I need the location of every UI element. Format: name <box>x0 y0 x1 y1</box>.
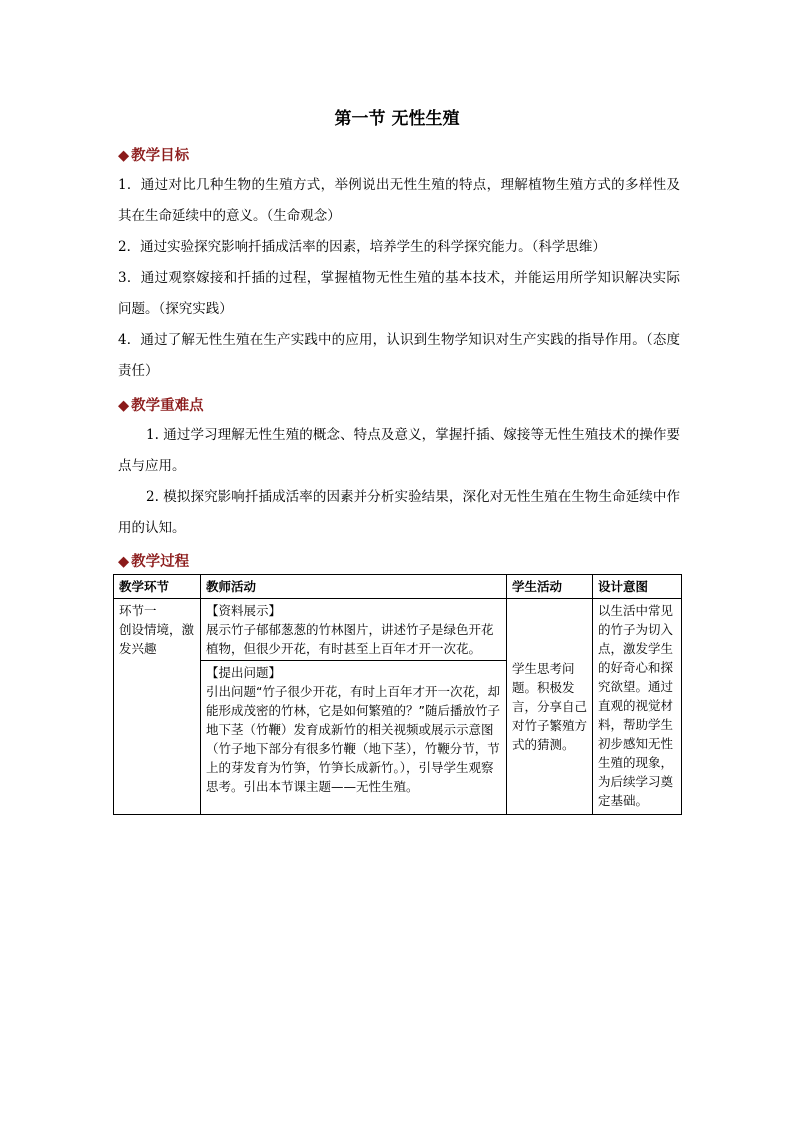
goal-item: 4．通过了解无性生殖在生产实践中的应用，认识到生物学知识对生产实践的指导作用。（态度责任） <box>118 332 680 379</box>
process-heading <box>118 550 189 571</box>
diamond-icon: ◆ <box>118 554 130 570</box>
teacher-block-title: 【提出问题】 <box>206 665 282 680</box>
teacher-block-text: 引出问题“竹子很少开花，有时上百年才开一次花，却能形成茂密的竹林，它是如何繁殖的？”随后播放竹子地下茎（竹鞭）发育成新竹的相关视频或展示示意图（竹子地下部分有很多竹鞭（地下茎），竹鞭分节，节上的芽发育为竹笋，竹笋长成新竹。），引导学生观察思考。引出本节课主题——无性生殖。 <box>206 684 500 794</box>
teacher-cell <box>201 661 507 815</box>
process-heading-text: 教学过程 <box>131 554 190 570</box>
table-header-row <box>114 575 682 599</box>
column-header: 设计意图 <box>593 575 682 599</box>
table-row <box>114 599 682 661</box>
key-points-heading <box>118 394 204 415</box>
teacher-cell <box>201 599 507 661</box>
key-points-heading-text: 教学重难点 <box>131 398 204 414</box>
column-header: 学生活动 <box>507 575 593 599</box>
goal-item: 2．通过实验探究影响扦插成活率的因素，培养学生的科学探究能力。（科学思维） <box>118 239 606 255</box>
stage-cell: 环节一 创设情境，激发兴趣 <box>114 599 201 815</box>
goal-item: 3．通过观察嫁接和扦插的过程，掌握植物无性生殖的基本技术，并能运用所学知识解决实际问题。（探究实践） <box>118 270 680 317</box>
column-header: 教学环节 <box>114 575 201 599</box>
teacher-block-title: 【资料展示】 <box>206 603 282 618</box>
goals-heading-text: 教学目标 <box>131 148 190 164</box>
key-point-item: 1. 通过学习理解无性生殖的概念、特点及意义，掌握扦插、嫁接等无性生殖技术的操作要点与应用。 <box>118 427 680 474</box>
student-cell: 学生思考问题。积极发言，分享自己对竹子繁殖方式的猜测。 <box>507 599 593 815</box>
key-point-item: 2. 模拟探究影响扦插成活率的因素并分析实验结果，深化对无性生殖在生物生命延续中作用的认知。 <box>118 489 680 536</box>
page-title: 第一节 无性生殖 <box>334 109 460 129</box>
goals-heading <box>118 144 189 165</box>
diamond-icon: ◆ <box>118 398 130 414</box>
diamond-icon: ◆ <box>118 148 130 164</box>
intent-cell: 以生活中常见的竹子为切入点，激发学生的好奇心和探究欲望。通过直观的视觉材料，帮助学生初步感知无性生殖的现象，为后续学习奠定基础。 <box>593 599 682 815</box>
column-header: 教师活动 <box>201 575 507 599</box>
process-table <box>113 574 682 815</box>
teacher-block-text: 展示竹子郁郁葱葱的竹林图片，讲述竹子是绿色开花植物，但很少开花，有时甚至上百年才开一次花。 <box>206 622 494 656</box>
goal-item: 1．通过对比几种生物的生殖方式，举例说出无性生殖的特点，理解植物生殖方式的多样性及其在生命延续中的意义。（生命观念） <box>118 177 680 224</box>
